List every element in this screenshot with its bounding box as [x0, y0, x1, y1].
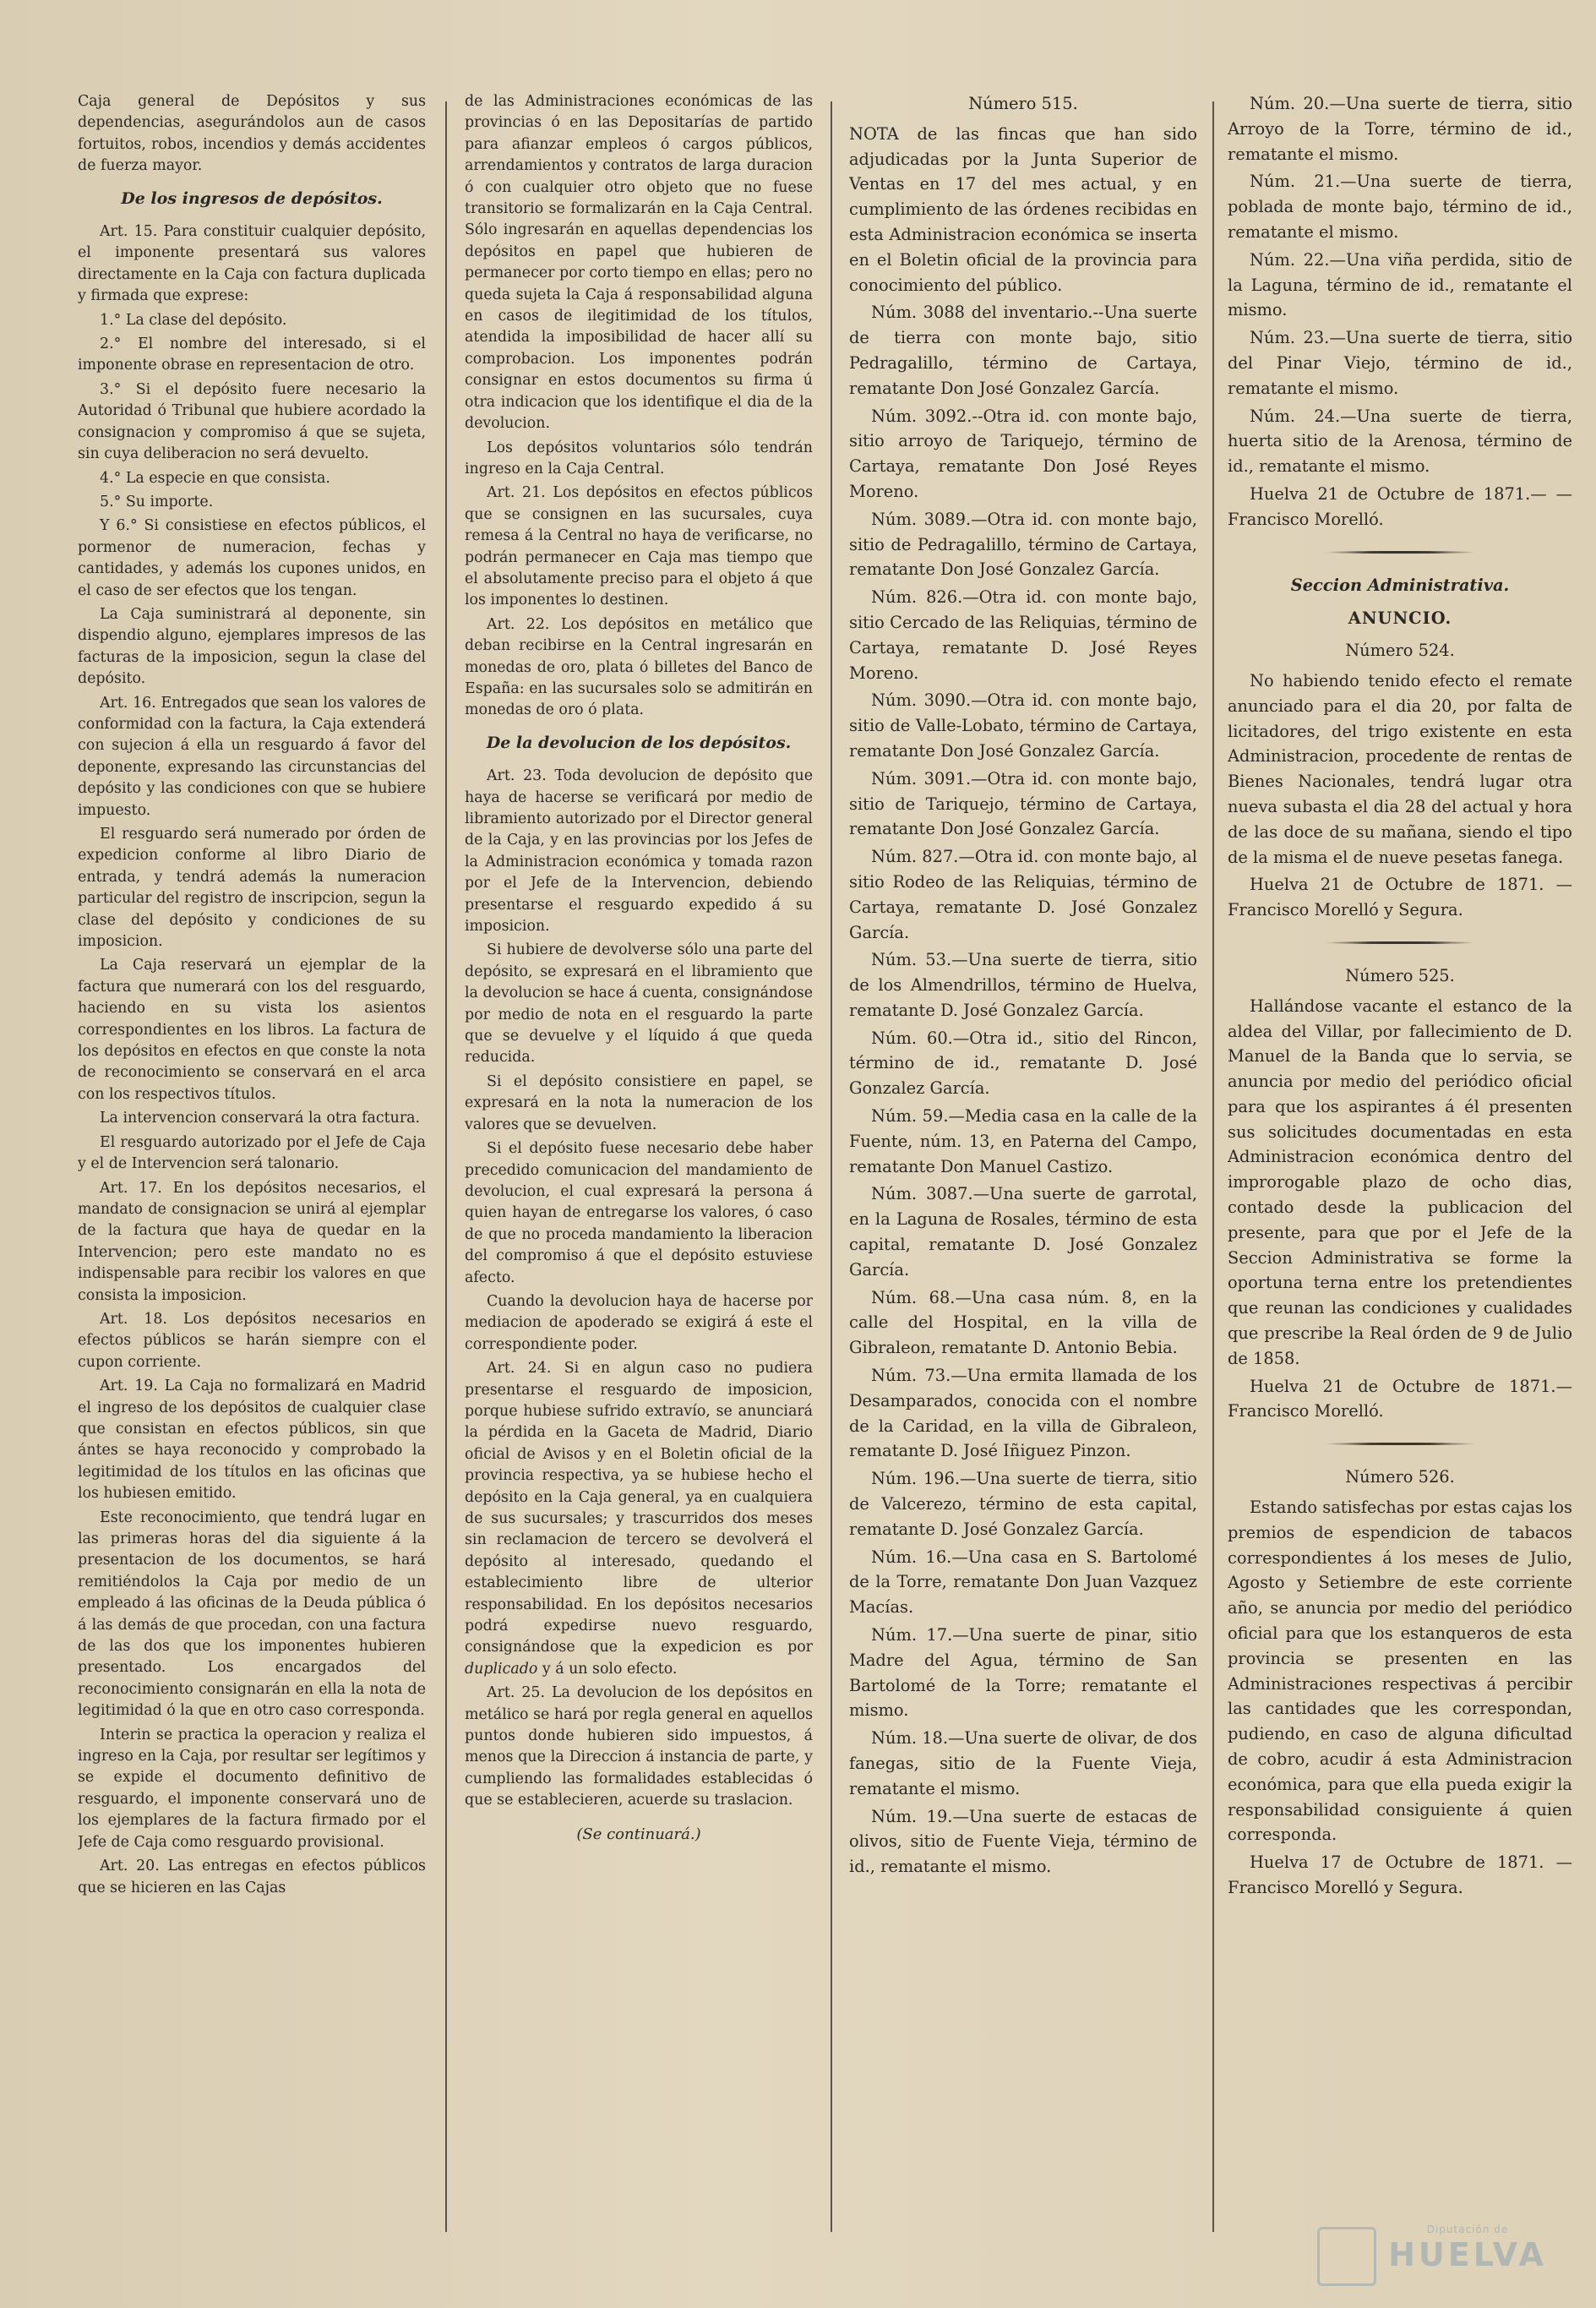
- paragraph: 3.° Si el depósito fuere necesario la Autoridad ó Tribunal que hubiere acordado la consignacion y compromiso á que se sujeta, sin cuya deliberacion no será devuelto.: [78, 380, 426, 463]
- continued-note: (Se continuará.): [576, 1825, 701, 1843]
- seal-icon: [1317, 2227, 1376, 2286]
- paragraph: Si hubiere de devolverse sólo una parte del depósito, se expresará en el libramiento que la devolucion se hace á cuenta, consignándose por medio de nota en el resguardo la parte que se devuelve y el líquido á que queda reducida.: [465, 941, 813, 1067]
- property-item: Núm. 16.—Una casa en S. Bartolomé de la Torre, rematante Don Juan Vazquez Macías.: [849, 1547, 1197, 1618]
- paragraph: Art. 16. Entregados que sean los valores de conformidad con la factura, la Caja extenderá con sujecion á ella un resguardo á favor del deponente, expresando las circunstancias del depósito y las condiciones con que se hubiere impuesto.: [78, 694, 426, 819]
- property-item: Núm. 3088 del inventario.--Una suerte de tierra con monte bajo, sitio Pedragalillo, término de Cartaya, rematante Don José Gonzalez García.: [849, 303, 1197, 398]
- notice-number: Número 515.: [968, 94, 1078, 113]
- property-list: [849, 300, 1197, 1880]
- property-item: Núm. 3090.—Otra id. con monte bajo, sitio de Valle-Lobato, término de Cartaya, rematante Don José Gonzalez García.: [849, 690, 1197, 761]
- column-4: [1228, 91, 1572, 2274]
- paragraph: Art. 19. La Caja no formalizará en Madrid el ingreso de los depósitos de cualquier clase que consistan en efectos públicos, sin que ántes se haya reconocido y comprobado la legitimidad de los títulos en las oficinas que los hubiesen emitido.: [78, 1378, 426, 1503]
- separator: [1324, 1439, 1476, 1448]
- paragraph: La intervencion conservará la otra factura.: [100, 1110, 421, 1127]
- notice-number: Número 524.: [1345, 641, 1455, 661]
- property-item: Núm. 23.—Una suerte de tierra, sitio del Pinar Viejo, término de id., rematante el mismo.: [1228, 328, 1572, 398]
- property-item: Núm. 17.—Una suerte de pinar, sitio Madre del Agua, término de San Bartolomé de la Torre; rematante el mismo.: [849, 1625, 1197, 1721]
- paragraph: [465, 1358, 813, 1680]
- section-heading: De la devolucion de los depósitos.: [486, 733, 792, 752]
- paragraph: Este reconocimiento, que tendrá lugar en las primeras horas del dia siguiente á la presentacion de los documentos, se hará remitiéndolos la Caja por medio de un empleado á las oficinas de la Deuda pública ó á las demás de que procedan, con una factura de las dos que los imponentes hubieren presentado. Los encargados del reconocimiento consignarán en ella la nota de legitimidad ó la que en otro caso corresponda.: [78, 1509, 426, 1720]
- paragraph: Los depósitos voluntarios sólo tendrán ingreso en la Caja Central.: [465, 439, 813, 477]
- separator: [1324, 938, 1476, 947]
- property-item: Núm. 22.—Una viña perdida, sitio de la Laguna, término de id., rematante el mismo.: [1228, 249, 1572, 320]
- paragraph: Si el depósito fuese necesario debe haber precedido comunicacion del mandamiento de devolucion, el cual expresará la persona á quien hayan de entregarse los valores, ó caso de que no proceda mandamiento la liberacion del compromiso á que el depósito estuviese afecto.: [465, 1140, 813, 1286]
- paragraph: Si el depósito consistiere en papel, se expresará en la nota la numeracion de los valores que se devuelven.: [465, 1072, 813, 1133]
- paragraph: Art. 17. En los depósitos necesarios, el mandato de consignacion se unirá al ejemplar de la factura que haya de quedar en la Intervencion; pero este mandato no es indispensable para recibir los valores en que consista la imposicion.: [78, 1179, 426, 1304]
- anuncio-heading: ANUNCIO.: [1348, 608, 1452, 629]
- property-item: Núm. 826.—Otra id. con monte bajo, sitio Cercado de las Reliquias, término de Cartaya, rematante D. José Reyes Moreno.: [849, 587, 1197, 683]
- property-item: Núm. 73.—Una ermita llamada de los Desamparados, conocida con el nombre de la Caridad, en la villa de Gibraleon, rematante D. José Iñiguez Pinzon.: [849, 1366, 1197, 1461]
- watermark-top: Diputación de: [1426, 2223, 1509, 2235]
- separator: [1324, 548, 1476, 556]
- emphasis-text: duplicado: [465, 1660, 538, 1678]
- paragraph: Interin se practica la operacion y realiza el ingreso en la Caja, por resultar ser legítimos y se expide el documento definitivo de resguardo, el imponente conservará uno de los ejemplares de la factura firmado por el Jefe de Caja como resguardo provisional.: [78, 1726, 426, 1851]
- paragraph-text: y á un solo efecto.: [542, 1660, 678, 1678]
- property-item: Núm. 19.—Una suerte de estacas de olivos, sitio de Fuente Vieja, término de id., rematante el mismo.: [849, 1806, 1197, 1877]
- column-rule: [1212, 101, 1214, 2232]
- paragraph: 5.° Su importe.: [100, 493, 214, 510]
- paragraph: Cuando la devolucion haya de hacerse por mediacion de apoderado se exigirá á este el correspondiente poder.: [465, 1292, 813, 1353]
- property-item: Núm. 20.—Una suerte de tierra, sitio Arroyo de la Torre, término de id., rematante el mismo.: [1228, 94, 1572, 164]
- paragraph: La Caja reservará un ejemplar de la factura que numerará con los del resguardo, haciendo en su vista los asientos correspondientes en los libros. La factura de los depósitos en efectos en que conste la nota de reconocimiento se conservará en el arca con los respectivos títulos.: [78, 957, 426, 1103]
- property-item: Núm. 21.—Una suerte de tierra, poblada de monte bajo, término de id., rematante el mismo.: [1228, 172, 1572, 242]
- paragraph: El resguardo autorizado por el Jefe de Caja y el de Intervencion será talonario.: [78, 1133, 426, 1173]
- section-heading: De los ingresos de depósitos.: [121, 188, 383, 208]
- paragraph: Art. 18. Los depósitos necesarios en efectos públicos se harán siempre con el cupon corriente.: [78, 1310, 426, 1371]
- paragraph: Art. 25. La devolucion de los depósitos en metálico se hará por regla general en aquellos puntos donde hubieren sido impuestos, á menos que la Direccion á instancia de parte, y cumpliendo las formalidades establecidas ó que se establecieren, acuerde su traslacion.: [465, 1684, 813, 1809]
- column-rule: [445, 101, 447, 2232]
- column-rule: [831, 101, 832, 2232]
- property-item: Núm. 3091.—Otra id. con monte bajo, sitio de Tariquejo, término de Cartaya, rematante Don José Gonzalez García.: [849, 768, 1197, 839]
- paragraph: de las Administraciones económicas de las provincias ó en las Depositarías de partido para afianzar empleos ó cargos públicos, arrendamientos y contratos de larga duracion ó con cualquier otro objeto que no fuese transitorio se formalizarán en la Caja Central. Sólo ingresarán en aquellas dependencias los depósitos en papel que hubieren de permanecer por corto tiempo en ellas; pero no queda sujeta la Caja á responsabilidad alguna en casos de ilegitimidad de los títulos, atendida la imposibilidad de hacer allí su comprobacion. Los imponentes podrán consignar en estos documentos su firma ú otra indicacion que los identifique el dia de la devolucion.: [465, 93, 813, 433]
- column-2: [465, 91, 813, 2274]
- property-item: Núm. 68.—Una casa núm. 8, en la calle del Hospital, en la villa de Gibraleon, rematante D. Antonio Bebia.: [849, 1287, 1197, 1358]
- paragraph: Estando satisfechas por estas cajas los premios de espendicion de tabacos correspondientes á los meses de Julio, Agosto y Setiembre de este corriente año, se anuncia por medio del periódico oficial para que los estanqueros de esta provincia se presenten en las Administraciones respectivas á percibir las cantidades que les correspondan, pudiendo, en caso de alguna dificultad de cobro, acudir á esta Administracion económica, para que ella pueda exigir la responsabilidad consiguiente á quien corresponda.: [1228, 1498, 1572, 1845]
- paragraph: No habiendo tenido efecto el remate anunciado para el dia 20, por falta de licitadores, del trigo existente en esta Administracion, procedente de rentas de Bienes Nacionales, tendrá lugar otra nueva subasta el dia 28 del actual y hora de las doce de su mañana, siendo el tipo de la misma el de nueve pesetas fanega.: [1228, 670, 1572, 867]
- paragraph: Art. 15. Para constituir cualquier depósito, el imponente presentará sus valores directamente en la Caja con factura duplicada y firmada que exprese:: [78, 223, 426, 305]
- paragraph: Art. 20. Las entregas en efectos públicos que se hicieren en las Cajas: [78, 1858, 426, 1896]
- property-item: Núm. 60.—Otra id., sitio del Rincon, término de id., rematante D. José Gonzalez García.: [849, 1028, 1197, 1099]
- property-item: Núm. 3089.—Otra id. con monte bajo, sitio de Pedragalillo, término de Cartaya, rematante Don José Gonzalez García.: [849, 509, 1197, 580]
- property-item: Núm. 827.—Otra id. con monte bajo, al sitio Rodeo de las Reliquias, término de Cartaya, rematante D. José Gonzalez García.: [849, 847, 1197, 942]
- property-item: Núm. 59.—Media casa en la calle de la Fuente, núm. 13, en Paterna del Campo, rematante Don Manuel Castizo.: [849, 1106, 1197, 1176]
- paragraph: Caja general de Depósitos y sus dependencias, asegurándolos aun de casos fortuitos, robos, incendios y demás accidentes de fuerza mayor.: [78, 93, 426, 175]
- property-item: Núm. 18.—Una suerte de olivar, de dos fanegas, sitio de la Fuente Vieja, rematante el mismo.: [849, 1728, 1197, 1798]
- paragraph: El resguardo será numerado por órden de expedicion conforme al libro Diario de entrada, y tendrá además la numeracion particular del registro de inscripcion, segun la clase del depósito y condiciones de su imposicion.: [78, 826, 426, 951]
- paragraph: 4.° La especie en que consista.: [100, 469, 330, 487]
- paragraph: Hallándose vacante el estanco de la aldea del Villar, por fallecimiento de D. Manuel de la Banda que lo servia, se anuncia por medio del periódico oficial para que los aspirantes á él presenten sus solicitudes documentadas en esta Administracion económica dentro del improrogable plazo de ocho dias, contado desde la publicacion del presente, para que por el Jefe de la Seccion Administrativa se forme la oportuna terna entre los pretendientes que reunan las condiciones y cualidades que prescribe la Real órden de 9 de Julio de 1858.: [1228, 996, 1572, 1368]
- signature: Huelva 21 de Octubre de 1871.— —Francisco Morelló.: [1228, 483, 1572, 529]
- property-list: [1228, 91, 1572, 479]
- paragraph: Art. 22. Los depósitos en metálico que deban recibirse en la Central ingresarán en monedas de oro, plata ó billetes del Banco de España: en las sucursales solo se admitirán en monedas de oro ó plata.: [465, 615, 813, 719]
- property-item: Núm. 53.—Una suerte de tierra, sitio de los Almendrillos, término de Huelva, rematante D. José Gonzalez García.: [849, 950, 1197, 1020]
- property-item: Núm. 3087.—Una suerte de garrotal, en la Laguna de Rosales, término de esta capital, rematante D. José Gonzalez García.: [849, 1184, 1197, 1279]
- watermark-main: HUELVA: [1388, 2236, 1547, 2273]
- paragraph: La Caja suministrará al deponente, sin dispendio alguno, ejemplares impresos de las facturas de la imposicion, segun la clase del depósito.: [78, 605, 426, 688]
- signature: Huelva 21 de Octubre de 1871. —Francisco Morelló y Segura.: [1228, 875, 1572, 920]
- archive-watermark: [1383, 2223, 1552, 2288]
- paragraph: 2.° El nombre del interesado, si el imponente obrase en representacion de otro.: [78, 336, 426, 374]
- signature: Huelva 17 de Octubre de 1871. —Francisco Morelló y Segura.: [1228, 1852, 1572, 1897]
- paragraph-text: Art. 24. Si en algun caso no pudiera presentarse el resguardo de imposicion, porque hubiese sufrido extravío, se anunciará la pérdida en la Gaceta de Madrid, Diario oficial de Avisos y en el Boletin oficial de la provincia respectiva, ya se hubiese hecho el depósito en la Caja general, ya en cualquiera de sus sucursales; y trascurridos dos meses sin reclamacion de tercero se devolverá el depósito al interesado, quedando el establecimiento libre de ulterior responsabilidad. En los depósitos necesarios podrá expedirse nuevo resguardo, consignándose que la expedicion es por: [465, 1360, 813, 1656]
- property-item: Núm. 24.—Una suerte de tierra, huerta sitio de la Arenosa, término de id., rematante el mismo.: [1228, 406, 1572, 477]
- paragraph: 1.° La clase del depósito.: [100, 311, 287, 329]
- notice-number: Número 525.: [1345, 965, 1455, 985]
- property-item: Núm. 3092.--Otra id. con monte bajo, sitio arroyo de Tariquejo, término de Cartaya, rematante Don José Reyes Moreno.: [849, 406, 1197, 501]
- column-3: [849, 91, 1197, 2274]
- paragraph: NOTA de las fincas que han sido adjudicadas por la Junta Superior de Ventas en 17 del mes actual, y en cumplimiento de las órdenes recibidas en esta Administracion económica se inserta en el Boletin oficial de la provincia para conocimiento del público.: [849, 123, 1197, 295]
- property-item: Núm. 196.—Una suerte de tierra, sitio de Valcerezo, término de esta capital, rematante D. José Gonzalez García.: [849, 1469, 1197, 1539]
- notice-number: Número 526.: [1345, 1467, 1455, 1487]
- paragraph: Art. 21. Los depósitos en efectos públicos que se consignen en las sucursales, cuya remesa á la Central no haya de verificarse, no podrán permanecer en Caja mas tiempo que el absolutamente preciso para el objeto á que los imponentes lo destinen.: [465, 484, 813, 609]
- section-heading: Seccion Administrativa.: [1290, 575, 1510, 595]
- signature: Huelva 21 de Octubre de 1871.— Francisco Morelló.: [1228, 1376, 1572, 1421]
- column-1: [78, 91, 426, 2274]
- paragraph: Y 6.° Si consistiese en efectos públicos, el pormenor de numeracion, fechas y cantidades, y además los cupones unidos, en el caso de ser efectos que los tengan.: [78, 517, 426, 599]
- paragraph: Art. 23. Toda devolucion de depósito que haya de hacerse se verificará por medio de libramiento autorizado por el Director general de la Caja, y en las provincias por los Jefes de la Administracion económica y tomada razon por el Jefe de la Intervencion, debiendo presentarse el resguardo expedido á su imposicion.: [465, 767, 813, 936]
